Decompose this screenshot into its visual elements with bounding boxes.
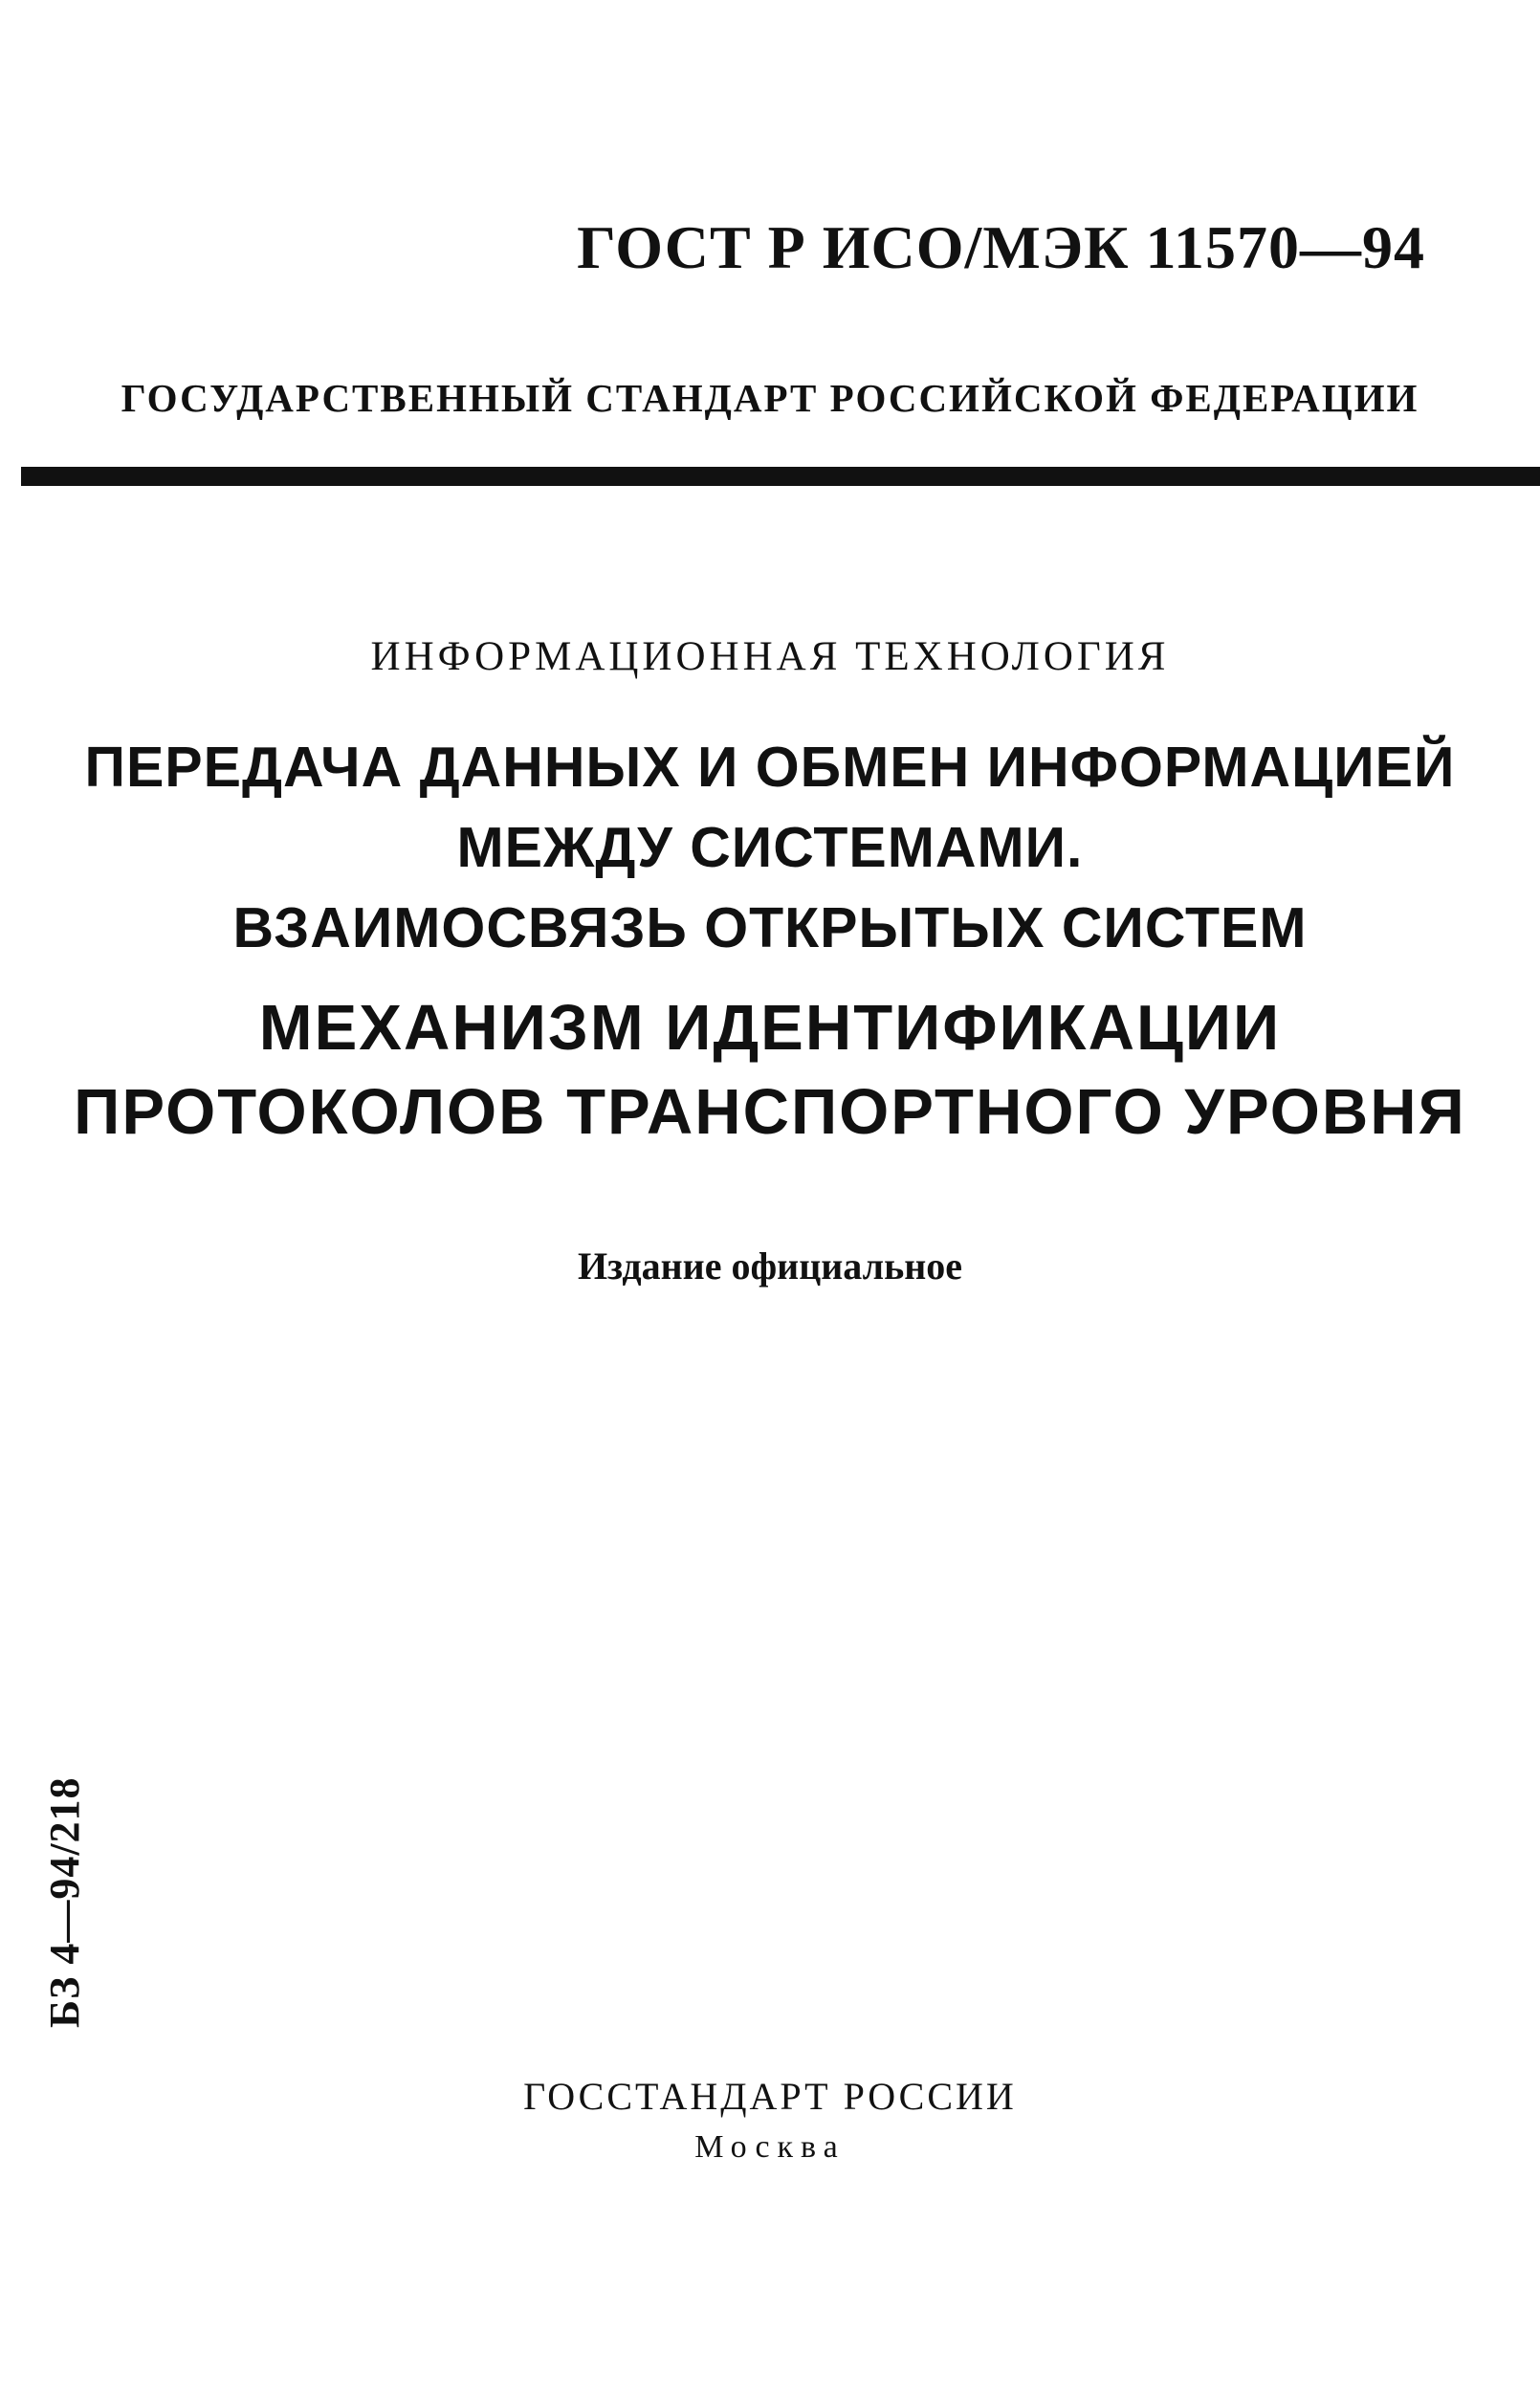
- horizontal-rule: [21, 467, 1540, 486]
- catalog-code-vertical: БЗ 4—94/218: [41, 1776, 88, 2028]
- title-line-2: ПРОТОКОЛОВ ТРАНСПОРТНОГО УРОВНЯ: [74, 1076, 1466, 1148]
- series-heading: ИНФОРМАЦИОННАЯ ТЕХНОЛОГИЯ: [370, 634, 1170, 679]
- document-code: ГОСТ Р ИСО/МЭК 11570—94: [577, 213, 1425, 281]
- subtitle-line-2: МЕЖДУ СИСТЕМАМИ.: [456, 816, 1084, 879]
- publisher-name: ГОССТАНДАРТ РОССИИ: [523, 2075, 1017, 2118]
- state-standard-heading: ГОСУДАРСТВЕННЫЙ СТАНДАРТ РОССИЙСКОЙ ФЕДЕРАЦИИ: [121, 376, 1419, 420]
- subtitle-line-3: ВЗАИМОСВЯЗЬ ОТКРЫТЫХ СИСТЕМ: [232, 896, 1308, 959]
- edition-note: Издание официальное: [577, 1244, 963, 1288]
- publisher-city: Москва: [694, 2129, 846, 2165]
- subtitle-line-1: ПЕРЕДАЧА ДАННЫХ И ОБМЕН ИНФОРМАЦИЕЙ: [84, 736, 1456, 799]
- title-line-1: МЕХАНИЗМ ИДЕНТИФИКАЦИИ: [258, 992, 1282, 1064]
